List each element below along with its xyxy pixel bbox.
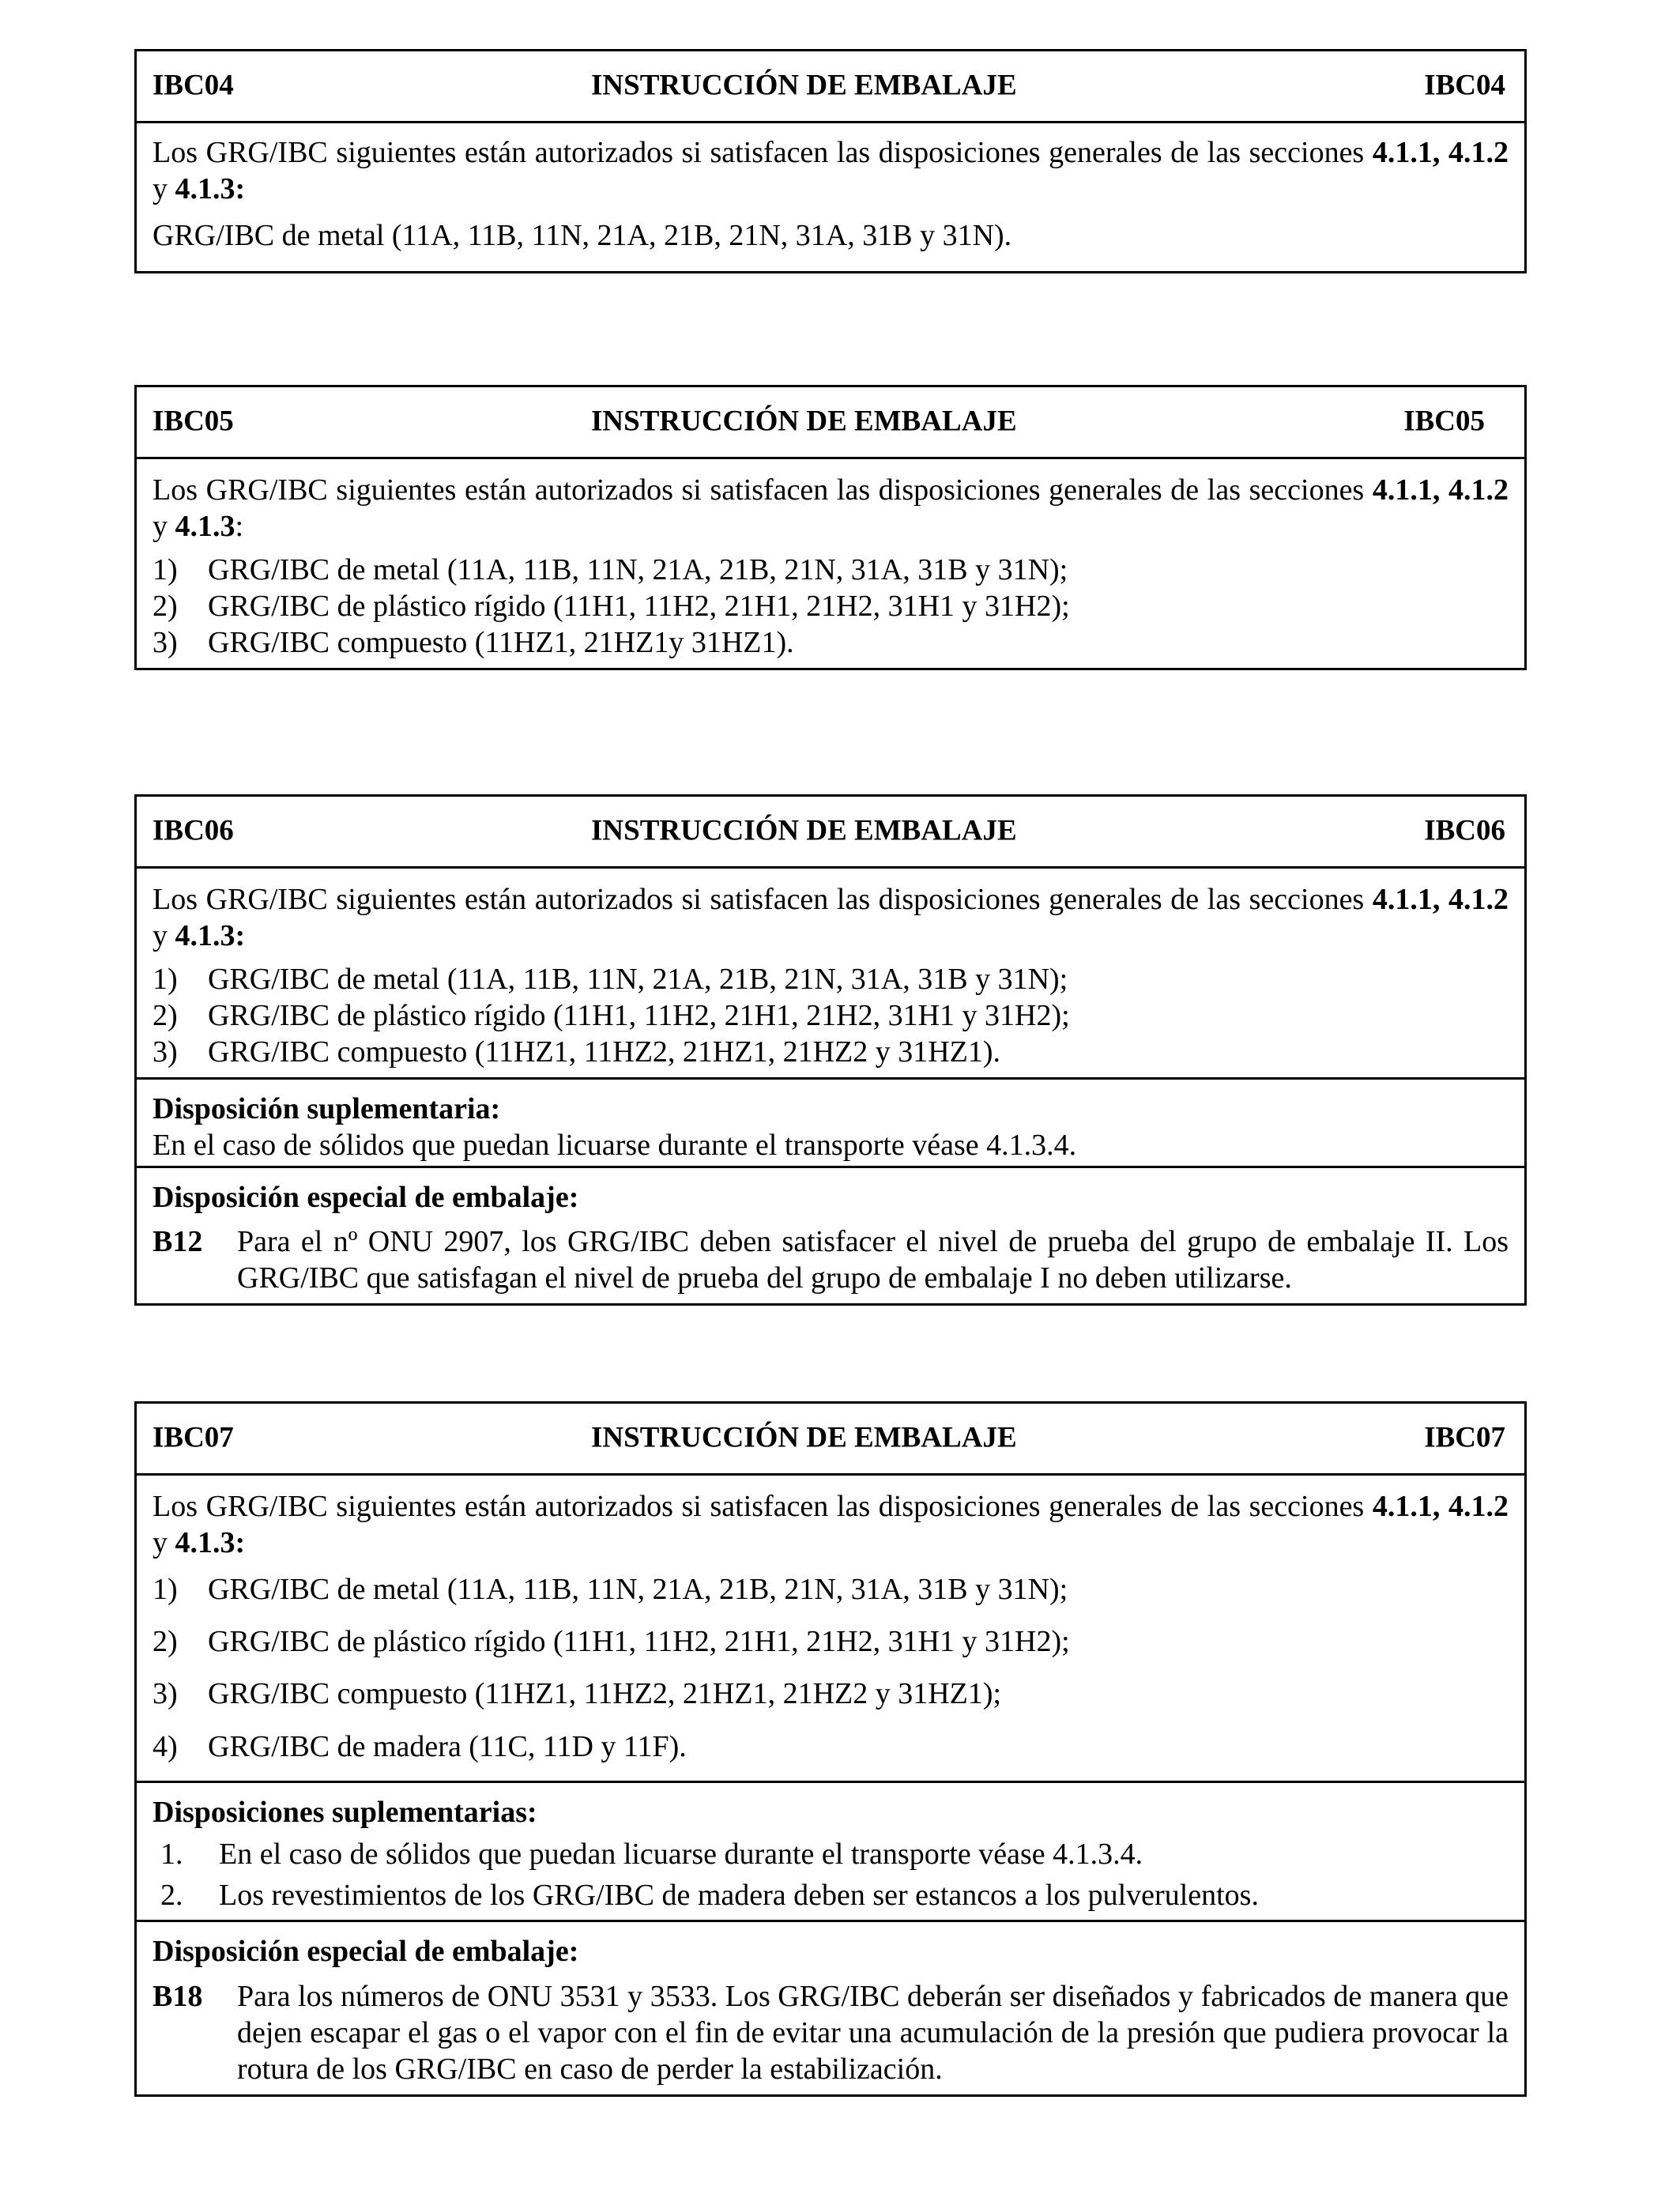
- list-item: 3) GRG/IBC compuesto (11HZ1, 11HZ2, 21HZ1, 21HZ2 y 31HZ1);: [153, 1677, 1002, 1711]
- list-item: 2) GRG/IBC de plástico rígido (11H1, 11H2, 21H1, 21H2, 31H1 y 31H2);: [153, 1625, 1070, 1659]
- ibc07-supp-title: Disposiciones suplementarias:: [153, 1796, 537, 1830]
- ibc04-metal-line: GRG/IBC de metal (11A, 11B, 11N, 21A, 21B, 21N, 31A, 31B y 31N).: [153, 218, 1012, 252]
- ibc07-special: [137, 1920, 1524, 2094]
- ibc07-title: INSTRUCCIÓN DE EMBALAJE: [591, 1421, 1017, 1454]
- ibc04-box: [134, 49, 1527, 273]
- ibc05-code-right: IBC05: [1403, 405, 1485, 438]
- ibc06-supp-text: En el caso de sólidos que puedan licuarse durante el transporte véase 4.1.3.4.: [153, 1129, 1077, 1163]
- ibc05-code-left: IBC05: [153, 405, 234, 438]
- ibc06-special: [137, 1166, 1524, 1303]
- list-item: 1) GRG/IBC de metal (11A, 11B, 11N, 21A, 21B, 21N, 31A, 31B y 31N);: [153, 962, 1068, 996]
- ibc07-code-left: IBC07: [153, 1421, 234, 1454]
- ibc04-code-right: IBC04: [1424, 69, 1505, 102]
- ibc06-intro: Los GRG/IBC siguientes están autorizados si satisfacen las disposiciones generales de las secciones 4.1.1, 4.1.2 y 4.1.3:: [153, 883, 1509, 953]
- ibc05-box: [134, 385, 1527, 670]
- ibc07-body: [137, 1476, 1524, 1781]
- ibc06-supp-title: Disposición suplementaria:: [153, 1091, 501, 1125]
- ibc06-special-title: Disposición especial de embalaje:: [153, 1180, 579, 1214]
- ibc07-special-text: Para los números de ONU 3531 y 3533. Los GRG/IBC deberán ser diseñados y fabricados de manera que dejen escapar el gas o el vapor con el fin de evitar una acumulación de la presión que pudiera provocar la rotura de los GRG/IBC en caso de perder la estabilización.: [237, 1979, 1509, 2087]
- ibc07-special-code: B18: [153, 1979, 203, 2013]
- ibc07-supplementary: [137, 1781, 1524, 1920]
- list-item: 2) GRG/IBC de plástico rígido (11H1, 11H2, 21H1, 21H2, 31H1 y 31H2);: [153, 590, 1070, 624]
- list-item: 4) GRG/IBC de madera (11C, 11D y 11F).: [153, 1729, 687, 1763]
- ibc04-header: [137, 51, 1524, 123]
- ibc06-special-code: B12: [153, 1224, 203, 1258]
- ibc06-header: [137, 797, 1524, 869]
- ibc05-body: [137, 459, 1524, 668]
- ibc06-special-text: Para el nº ONU 2907, los GRG/IBC deben satisfacer el nivel de prueba del grupo de embalaje II. Los GRG/IBC que satisfagan el nivel de prueba del grupo de embalaje I no deben utilizarse.: [237, 1224, 1509, 1295]
- ibc06-supplementary: [137, 1077, 1524, 1166]
- ibc07-header: [137, 1404, 1524, 1476]
- ibc05-title: INSTRUCCIÓN DE EMBALAJE: [591, 405, 1017, 438]
- list-item: 1) GRG/IBC de metal (11A, 11B, 11N, 21A, 21B, 21N, 31A, 31B y 31N);: [153, 552, 1068, 586]
- ibc04-title: INSTRUCCIÓN DE EMBALAJE: [591, 69, 1017, 102]
- ibc04-code-left: IBC04: [153, 69, 234, 102]
- ibc06-code-right: IBC06: [1424, 814, 1505, 847]
- list-item: 1) GRG/IBC de metal (11A, 11B, 11N, 21A, 21B, 21N, 31A, 31B y 31N);: [153, 1572, 1068, 1606]
- list-item: 2. Los revestimientos de los GRG/IBC de madera deben ser estancos a los pulverulentos.: [160, 1878, 1259, 1912]
- list-item: 2) GRG/IBC de plástico rígido (11H1, 11H2, 21H1, 21H2, 31H1 y 31H2);: [153, 999, 1070, 1033]
- ibc04-intro: Los GRG/IBC siguientes están autorizados si satisfacen las disposiciones generales de las secciones 4.1.1, 4.1.2 y 4.1.3:: [153, 136, 1509, 206]
- ibc05-header: [137, 387, 1524, 459]
- ibc06-code-left: IBC06: [153, 814, 234, 847]
- ibc06-body: [137, 869, 1524, 1077]
- list-item: 3) GRG/IBC compuesto (11HZ1, 21HZ1y 31HZ1).: [153, 626, 794, 660]
- ibc06-box: [134, 794, 1527, 1306]
- ibc06-special-item: [153, 1223, 1509, 1297]
- ibc07-code-right: IBC07: [1424, 1421, 1505, 1454]
- list-item: 3) GRG/IBC compuesto (11HZ1, 11HZ2, 21HZ1, 21HZ2 y 31HZ1).: [153, 1035, 1001, 1069]
- ibc05-intro: Los GRG/IBC siguientes están autorizados si satisfacen las disposiciones generales de las secciones 4.1.1, 4.1.2 y 4.1.3:: [153, 473, 1509, 544]
- ibc07-special-title: Disposición especial de embalaje:: [153, 1935, 579, 1969]
- ibc07-box: [134, 1401, 1527, 2097]
- list-item: 1. En el caso de sólidos que puedan licuarse durante el transporte véase 4.1.3.4.: [160, 1837, 1143, 1871]
- ibc07-intro: Los GRG/IBC siguientes están autorizados si satisfacen las disposiciones generales de las secciones 4.1.1, 4.1.2 y 4.1.3:: [153, 1490, 1509, 1560]
- ibc04-body: [137, 123, 1524, 271]
- ibc06-title: INSTRUCCIÓN DE EMBALAJE: [591, 814, 1017, 847]
- ibc07-special-item: [153, 1978, 1509, 2088]
